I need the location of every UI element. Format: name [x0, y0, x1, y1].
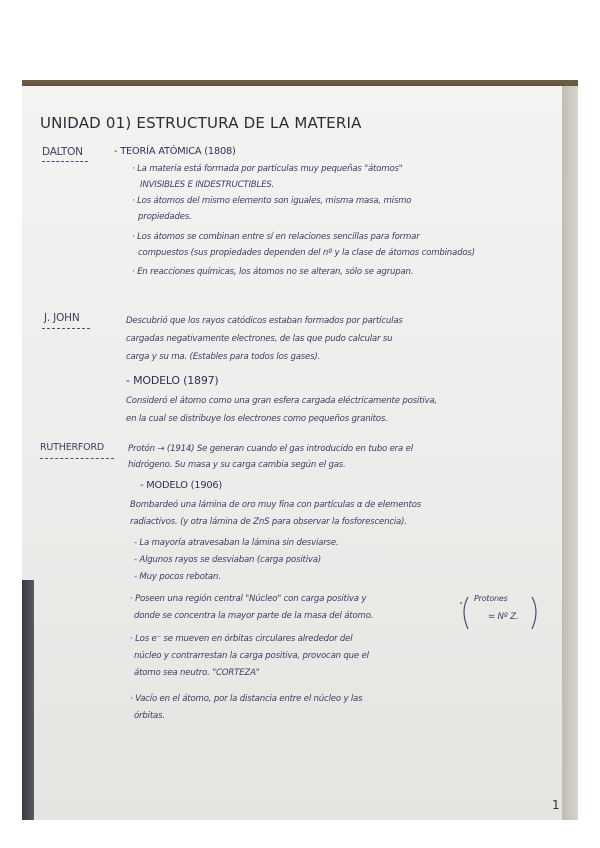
next-page-edge	[562, 86, 578, 820]
page-title: UNIDAD 01) ESTRUCTURA DE LA MATERIA	[40, 114, 362, 132]
rutherford-heading: - MODELO (1906)	[140, 480, 223, 491]
thomson-heading: - MODELO (1897)	[126, 374, 219, 387]
thomson-line: cargadas negativamente electrones, de las que pudo calcular su	[126, 334, 393, 344]
dalton-line: propiedades.	[138, 212, 192, 222]
side-note-line: = Nº Z.	[488, 612, 519, 622]
rutherford-line: · Vacío en el átomo, por la distancia entre el núcleo y las	[130, 694, 363, 704]
rutherford-line: - Muy pocos rebotan.	[134, 572, 221, 582]
rutherford-line: - Algunos rayos se desviaban (carga positiva)	[134, 555, 321, 565]
dalton-line: · En reacciones químicas, los átomos no se alteran, sólo se agrupan.	[132, 267, 414, 277]
rutherford-line: átomo sea neutro. "CORTEZA"	[134, 668, 260, 678]
dalton-heading: - TEORÍA ATÓMICA (1808)	[114, 146, 236, 157]
thomson-line: en la cual se distribuye los electrones como pequeños granitos.	[126, 414, 388, 424]
thomson-line: Consideró el átomo como una gran esfera cargada eléctricamente positiva,	[126, 396, 437, 406]
rutherford-line: Bombardeó una lámina de oro muy fina con partículas α de elementos	[130, 500, 422, 510]
label-underline	[40, 458, 114, 459]
dalton-line: INVISIBLES E INDESTRUCTIBLES.	[140, 180, 275, 190]
page-number: 1	[552, 798, 560, 812]
rutherford-line: donde se concentra la mayor parte de la masa del átomo.	[134, 611, 374, 621]
section-label-thomson: J. JOHN	[44, 312, 80, 324]
side-note-line: Protones	[474, 594, 508, 603]
rutherford-line: Protón → (1914) Se generan cuando el gas introducido en tubo era el	[128, 444, 413, 454]
dalton-line: compuestos (sus propiedades dependen del nº y la clase de átomos combinados)	[138, 248, 475, 258]
section-label-dalton: DALTON	[42, 146, 83, 158]
thomson-line: Descubrió que los rayos catódicos estaban formados por partículas	[126, 316, 403, 326]
rutherford-line: hidrógeno. Su masa y su carga cambia según el gas.	[128, 460, 346, 470]
rutherford-line: · Los e⁻ se mueven en órbitas circulares alrededor del	[130, 634, 353, 644]
thomson-line: carga y su ma. (Estables para todos los gases).	[126, 352, 321, 362]
label-underline	[42, 328, 90, 329]
rutherford-line: órbitas.	[134, 711, 165, 721]
dalton-line: · La materia está formada por partículas muy pequeñas "átomos"	[132, 164, 403, 174]
section-label-rutherford: RUTHERFORD	[40, 442, 104, 453]
rutherford-line: núcleo y contrarrestan la carga positiva, provocan que el	[134, 651, 369, 661]
notebook-page	[22, 86, 562, 820]
binder-edge	[22, 580, 34, 820]
rutherford-line: - La mayoría atravesaban la lámina sin desviarse.	[134, 538, 339, 548]
notebook-photo	[22, 80, 578, 820]
dalton-line: · Los átomos del mismo elemento son iguales, misma masa, mismo	[132, 196, 412, 206]
label-underline	[42, 161, 88, 162]
dalton-line: · Los átomos se combinan entre sí en relaciones sencillas para formar	[132, 232, 420, 242]
rutherford-line: · Poseen una región central "Núcleo" con carga positiva y	[130, 594, 367, 604]
rutherford-line: radiactivos. (y otra lámina de ZnS para observar la fosforescencia).	[130, 517, 407, 527]
